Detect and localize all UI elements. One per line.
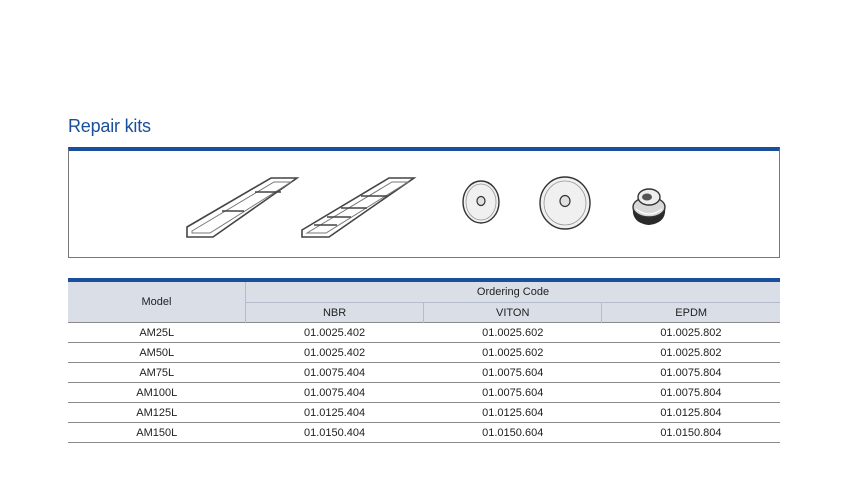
nbr-code-cell: 01.0125.404 <box>246 403 424 423</box>
epdm-code-cell: 01.0125.804 <box>602 403 780 423</box>
table-row <box>68 323 780 343</box>
epdm-code-cell: 01.0025.802 <box>602 343 780 363</box>
parts-illustration <box>68 147 780 258</box>
nbr-code-cell: 01.0025.402 <box>246 323 424 343</box>
epdm-code-cell: 01.0075.804 <box>602 363 780 383</box>
model-cell: AM150L <box>68 423 246 443</box>
gasket-multi-section-icon <box>302 178 414 237</box>
viton-code-cell: 01.0075.604 <box>424 363 602 383</box>
table-row <box>68 403 780 423</box>
nbr-code-cell: 01.0025.402 <box>246 343 424 363</box>
epdm-code-cell: 01.0075.804 <box>602 383 780 403</box>
column-header-nbr: NBR <box>246 303 424 323</box>
model-cell: AM100L <box>68 383 246 403</box>
gasket-two-section-icon <box>187 178 297 237</box>
valve-seat-icon <box>633 189 665 225</box>
epdm-code-cell: 01.0025.802 <box>602 323 780 343</box>
table-row <box>68 423 780 443</box>
model-cell: AM25L <box>68 323 246 343</box>
nbr-code-cell: 01.0150.404 <box>246 423 424 443</box>
flat-diaphragm-small-icon <box>463 181 499 223</box>
section-title: Repair kits <box>68 116 151 136</box>
table-row <box>68 383 780 403</box>
nbr-code-cell: 01.0075.404 <box>246 383 424 403</box>
viton-code-cell: 01.0125.604 <box>424 403 602 423</box>
viton-code-cell: 01.0025.602 <box>424 323 602 343</box>
column-header-viton: VITON <box>424 303 602 323</box>
epdm-code-cell: 01.0150.804 <box>602 423 780 443</box>
column-header-epdm: EPDM <box>602 303 780 323</box>
flat-diaphragm-large-icon <box>540 177 590 229</box>
viton-code-cell: 01.0075.604 <box>424 383 602 403</box>
ordering-code-header: Ordering Code <box>246 282 781 303</box>
model-cell: AM75L <box>68 363 246 383</box>
table-row <box>68 343 780 363</box>
model-cell: AM50L <box>68 343 246 363</box>
table-row <box>68 363 780 383</box>
nbr-code-cell: 01.0075.404 <box>246 363 424 383</box>
model-header: Model <box>68 282 246 323</box>
ordering-table <box>68 278 780 443</box>
viton-code-cell: 01.0025.602 <box>424 343 602 363</box>
viton-code-cell: 01.0150.604 <box>424 423 602 443</box>
model-cell: AM125L <box>68 403 246 423</box>
